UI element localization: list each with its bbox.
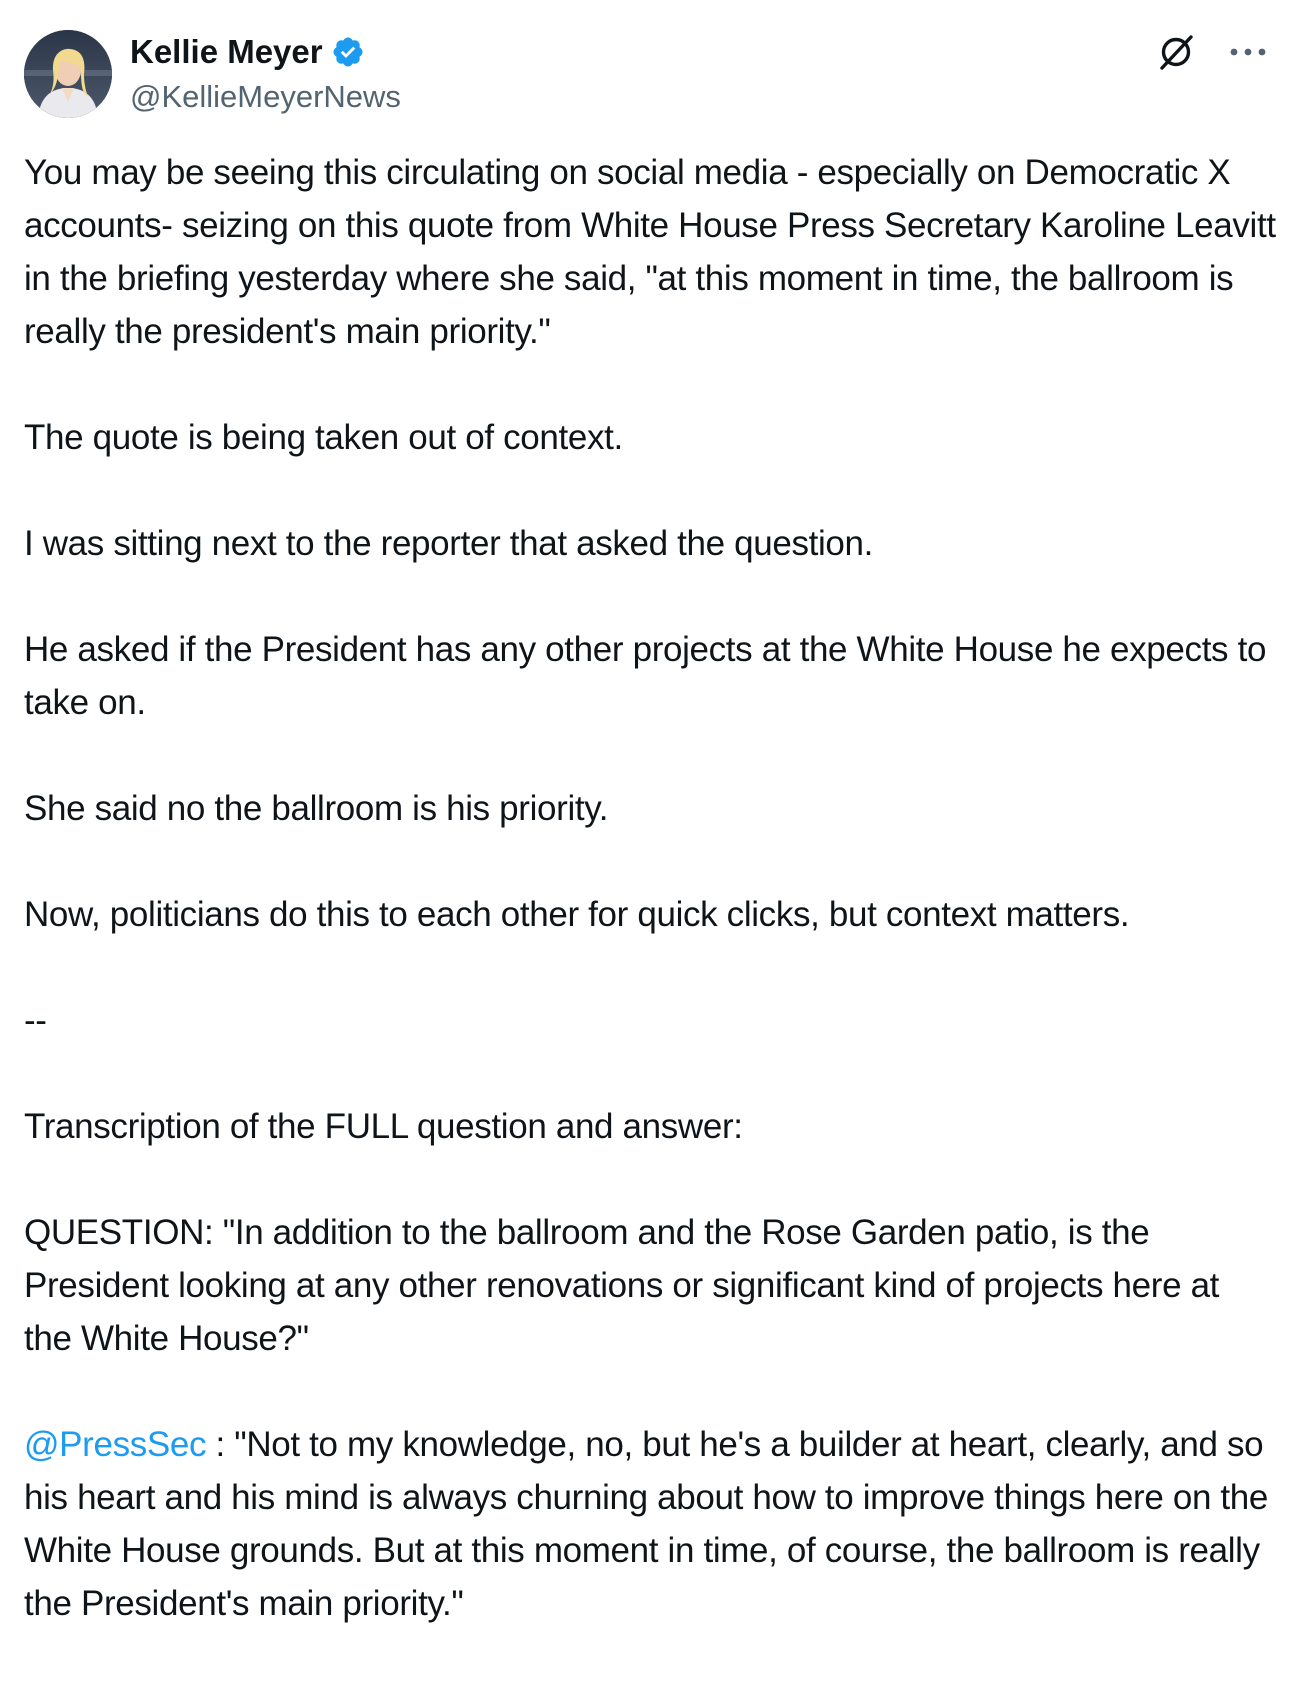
display-name[interactable]: Kellie Meyer bbox=[130, 33, 323, 70]
more-options-icon[interactable] bbox=[1226, 36, 1270, 68]
post-paragraph-9: QUESTION: "In addition to the ballroom and the Rose Garden patio, is the President looking at any other renovations or significant kind of projects here at the White House?" bbox=[24, 1213, 1220, 1358]
bottom-fade-overlay bbox=[0, 1640, 1296, 1702]
author-handle[interactable]: @KellieMeyerNews bbox=[130, 79, 401, 114]
post-text bbox=[24, 146, 1276, 1630]
mention-link[interactable]: @PressSec bbox=[24, 1425, 207, 1464]
avatar-image bbox=[24, 30, 112, 118]
display-name-row bbox=[130, 30, 401, 74]
post-paragraph-6: Now, politicians do this to each other for quick clicks, but context matters. bbox=[24, 895, 1130, 934]
post-paragraph-2: The quote is being taken out of context. bbox=[24, 418, 623, 457]
grok-icon[interactable] bbox=[1156, 32, 1196, 72]
post-paragraph-10 bbox=[24, 1418, 1276, 1630]
post-paragraph-4: He asked if the President has any other projects at the White House he expects to take on. bbox=[24, 630, 1267, 722]
post-paragraph-1: You may be seeing this circulating on social media - especially on Democratic X accounts- seizing on this quote from White House Press Secretary Karoline Leavitt in the briefing yesterday where she said, "at this moment in time, the ballroom is really the president's main priority." bbox=[24, 153, 1276, 351]
verified-badge-icon[interactable] bbox=[331, 35, 365, 69]
avatar[interactable] bbox=[24, 30, 112, 118]
post-paragraph-3: I was sitting next to the reporter that asked the question. bbox=[24, 524, 874, 563]
post-paragraph-10-text: : "Not to my knowledge, no, but he's a builder at heart, clearly, and so his heart and his mind is always churning about how to improve things here on the White House grounds. But at this moment in time, of course, the ballroom is really the President's main priority." bbox=[24, 1425, 1269, 1623]
author-names bbox=[130, 30, 401, 118]
post-paragraph-5: She said no the ballroom is his priority. bbox=[24, 789, 609, 828]
post-header bbox=[24, 28, 1272, 120]
post-paragraph-8: Transcription of the FULL question and answer: bbox=[24, 1107, 743, 1146]
post-separator: -- bbox=[24, 1001, 47, 1040]
